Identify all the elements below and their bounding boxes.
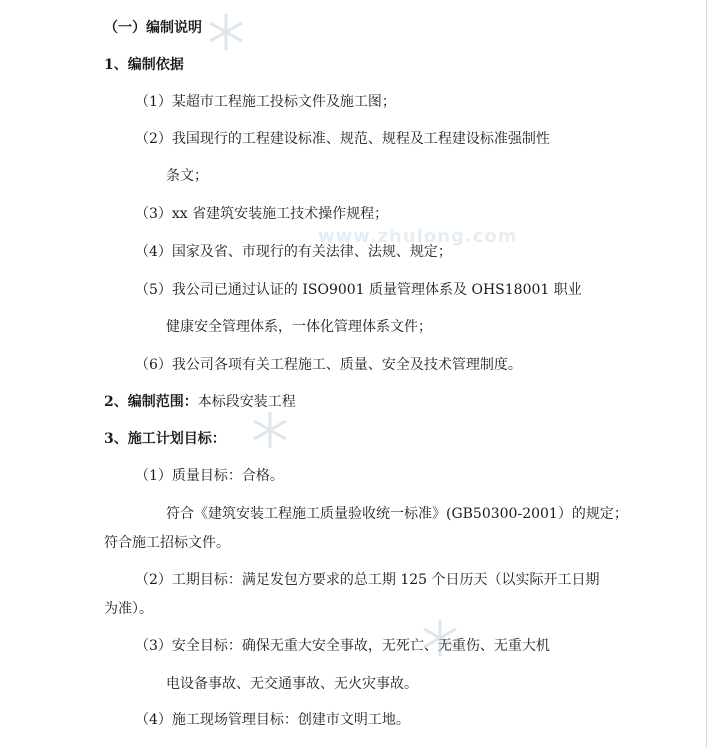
- section3-title: 3、施工计划目标：: [104, 431, 226, 447]
- basis-item-3: （3）xx 省建筑安装施工技术操作规程；: [135, 206, 389, 222]
- watermark-text: www.zhulong.com: [318, 226, 518, 247]
- basis-item-1: （1）某超市工程施工投标文件及施工图；: [135, 94, 396, 110]
- section-heading: （一）编制说明: [104, 20, 202, 36]
- basis-item-6: （6）我公司各项有关工程施工、质量、安全及技术管理制度。: [135, 357, 522, 373]
- watermark-snowflake-icon: [250, 410, 290, 450]
- section2-title: 2、编制范围：: [104, 394, 198, 410]
- section2-text: 本标段安装工程: [197, 394, 296, 410]
- basis-item-4: （4）国家及省、市现行的有关法律、法规、规定；: [135, 244, 452, 260]
- page-edge-rule: [706, 0, 707, 748]
- goal-item-1-detail-cont: 符合施工招标文件。: [104, 535, 230, 551]
- section1-title: 1、编制依据: [104, 57, 184, 73]
- basis-item-5: （5）我公司已通过认证的 ISO9001 质量管理体系及 OHS18001 职业: [135, 282, 582, 298]
- goal-item-2-cont: 为准）。: [104, 601, 153, 617]
- goal-item-3: （3）安全目标：确保无重大安全事故，无死亡、无重伤、无重大机: [135, 638, 550, 654]
- goal-item-1: （1）质量目标：合格。: [135, 468, 284, 484]
- goal-item-4: （4）施工现场管理目标：创建市文明工地。: [135, 712, 410, 728]
- goal-item-2: （2）工期目标：满足发包方要求的总工期 125 个日历天（以实际开工日期: [135, 572, 600, 588]
- watermark-snowflake-icon: [206, 12, 246, 52]
- goal-item-3-cont: 电设备事故、无交通事故、无火灾事故。: [166, 676, 418, 692]
- section2-line: [104, 393, 296, 411]
- basis-item-5-cont: 健康安全管理体系，一体化管理体系文件；: [166, 319, 432, 335]
- goal-item-1-detail: 符合《建筑安装工程施工质量验收统一标准》(GB50300-2001）的规定；: [166, 506, 628, 522]
- basis-item-2: （2）我国现行的工程建设标准、规范、规程及工程建设标准强制性: [135, 131, 550, 147]
- basis-item-2-cont: 条文；: [166, 168, 208, 184]
